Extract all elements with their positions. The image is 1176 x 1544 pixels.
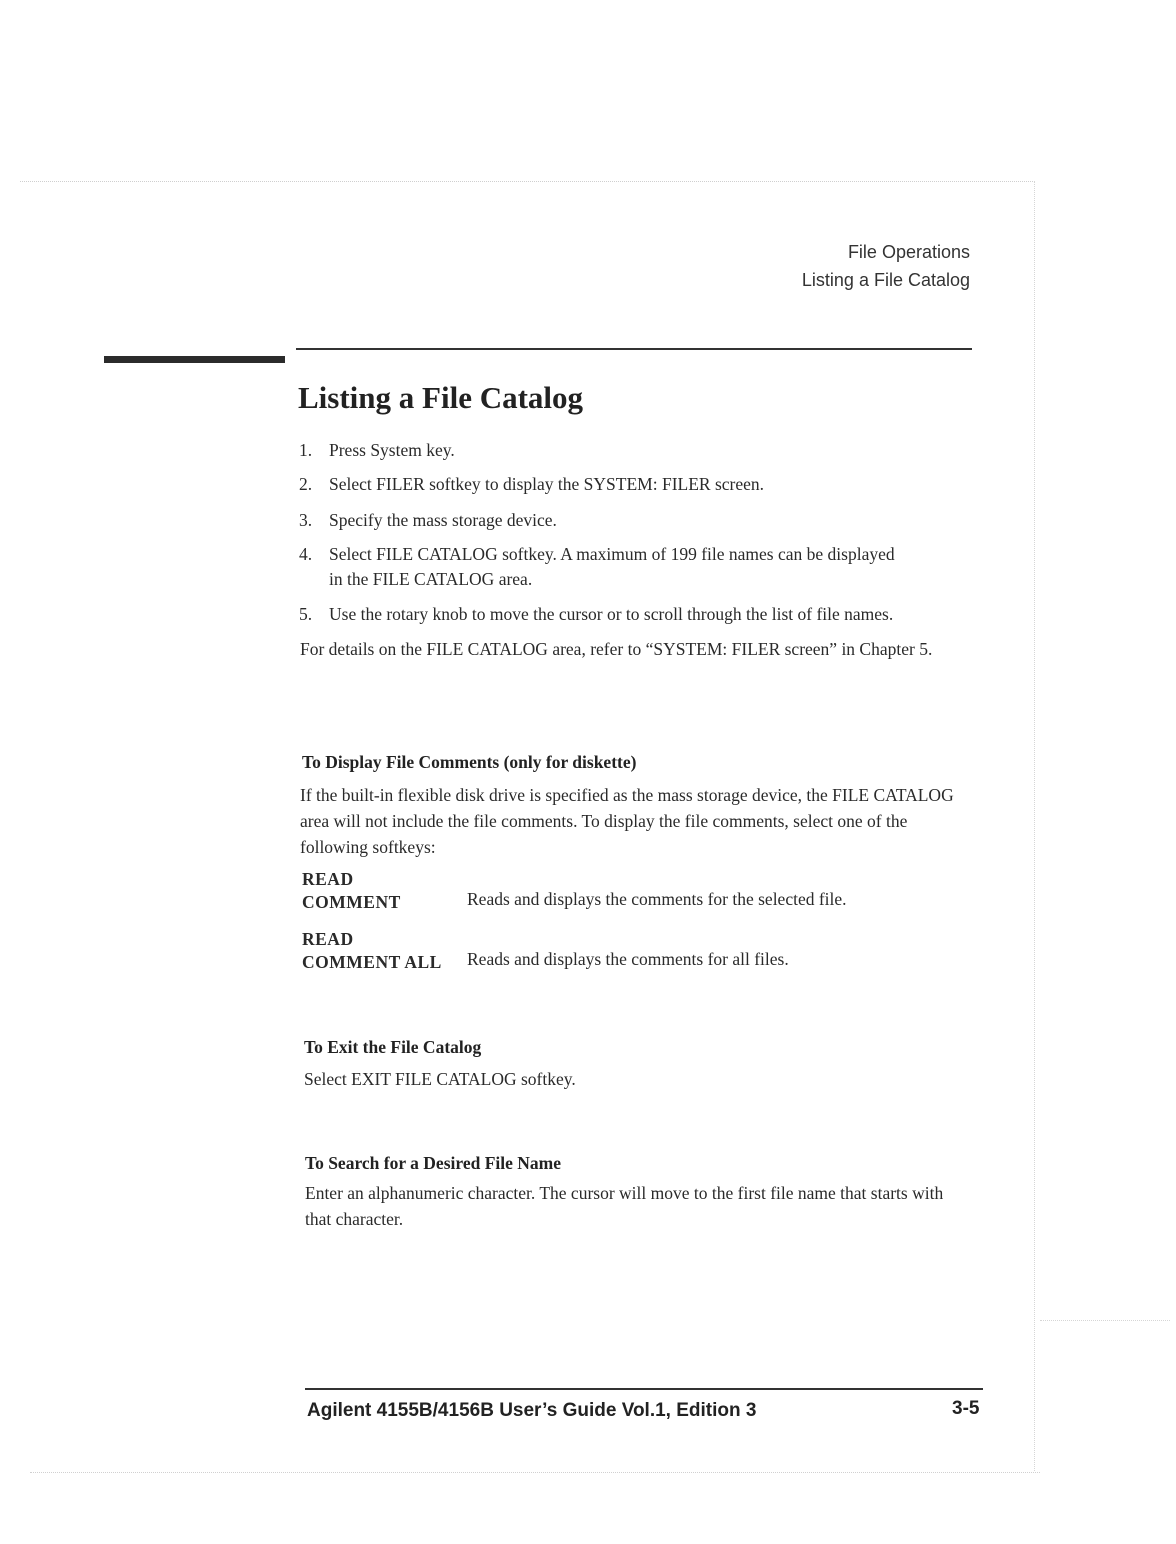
step-number: 2. [299, 474, 313, 494]
page-title: Listing a File Catalog [298, 380, 584, 415]
section-heading-search-name: To Search for a Desired File Name [305, 1153, 561, 1173]
exit-catalog-body: Select EXIT FILE CATALOG softkey. [304, 1069, 576, 1089]
softkey-term [302, 928, 442, 974]
details-paragraph: For details on the FILE CATALOG area, refer to “SYSTEM: FILER screen” in Chapter 5. [300, 639, 933, 659]
softkey-term-line: COMMENT ALL [302, 952, 442, 972]
softkey-term-line: READ [302, 929, 354, 949]
running-header [802, 238, 970, 294]
section-heading-display-comments: To Display File Comments (only for diskette) [302, 752, 637, 772]
softkey-term-line: READ [302, 869, 354, 889]
step-number: 3. [299, 510, 313, 530]
step-text: Select FILER softkey to display the SYSTEM: FILER screen. [329, 474, 765, 494]
step-text: Press System key. [329, 440, 455, 460]
step-text: Use the rotary knob to move the cursor or to scroll through the list of file names. [329, 604, 894, 624]
step-text: Select FILE CATALOG softkey. A maximum of 199 file names can be displayed in the FILE CATALOG area. [329, 544, 895, 589]
running-header-chapter: File Operations [847, 242, 970, 262]
softkey-description: Reads and displays the comments for all files. [467, 949, 789, 969]
section-rule [296, 348, 972, 350]
scan-edge [1040, 1320, 1170, 1321]
section-marker-bar [104, 356, 285, 363]
scan-edge [30, 1472, 1040, 1473]
step-number: 4. [299, 544, 313, 564]
step-text: Specify the mass storage device. [329, 510, 557, 530]
scan-edge [1034, 181, 1035, 1471]
search-name-body: Enter an alphanumeric character. The cursor will move to the first file name that starts with that character. [305, 1183, 944, 1229]
section-heading-exit-catalog: To Exit the File Catalog [304, 1037, 482, 1057]
softkey-term-line: COMMENT [302, 892, 401, 912]
footer-title: Agilent 4155B/4156B User’s Guide Vol.1, Edition 3 [307, 1400, 757, 1421]
page-number: 3-5 [952, 1398, 980, 1419]
scan-edge [20, 181, 1035, 182]
softkey-term [302, 868, 401, 914]
step-number: 5. [299, 604, 313, 624]
softkey-description: Reads and displays the comments for the selected file. [467, 889, 847, 909]
step-number: 1. [299, 440, 313, 460]
running-header-section: Listing a File Catalog [801, 270, 970, 290]
footer-rule [305, 1388, 983, 1390]
display-comments-body: If the built-in flexible disk drive is specified as the mass storage device, the FILE CATALOG area will not include the file comments. To display the file comments, select one of the following softkeys: [300, 785, 954, 857]
